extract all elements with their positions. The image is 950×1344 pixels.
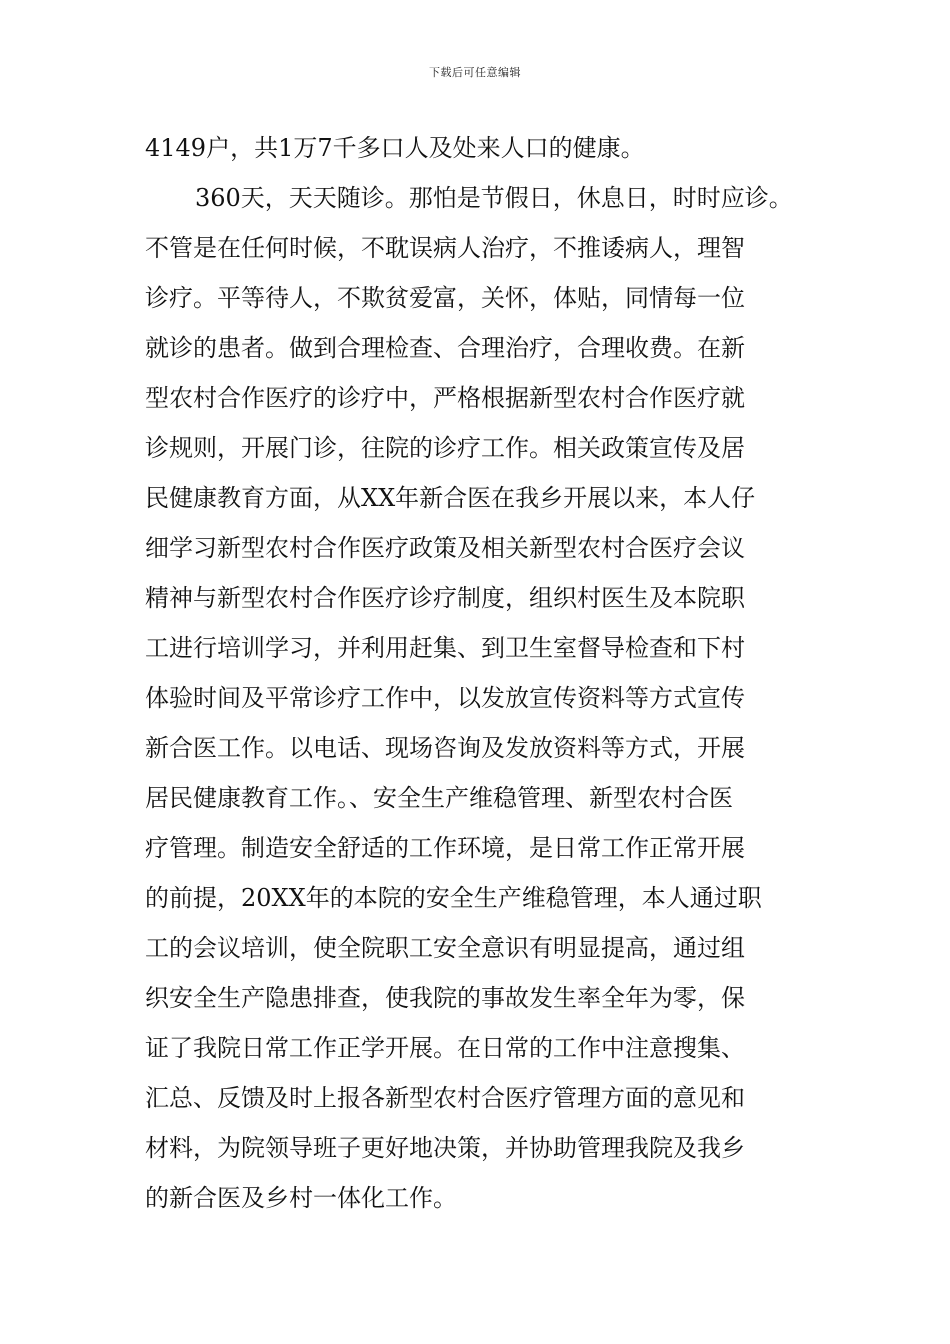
body-line: 汇总、反馈及时上报各新型农村合医疗管理方面的意见和 <box>145 1084 745 1112</box>
body-line: 新合医工作。以电话、现场咨询及发放资料等方式，开展 <box>145 734 745 762</box>
body-line: 诊疗。平等待人，不欺贫爱富，关怀，体贴，同情每一位 <box>145 284 745 312</box>
page-header: 下载后可任意编辑 <box>429 66 521 79</box>
body-line: 的新合医及乡村一体化工作。 <box>145 1184 457 1212</box>
body-line: 疗管理。制造安全舒适的工作环境，是日常工作正常开展 <box>145 834 745 862</box>
body-line: 的前提，20XX年的本院的安全生产维稳管理，本人通过职 <box>145 884 762 912</box>
body-line: 居民健康教育工作。、安全生产维稳管理、新型农村合医 <box>145 784 733 812</box>
body-line: 诊规则，开展门诊，往院的诊疗工作。相关政策宣传及居 <box>145 434 745 462</box>
body-line: 证了我院日常工作正学开展。在日常的工作中注意搜集、 <box>145 1034 745 1062</box>
body-line: 体验时间及平常诊疗工作中，以发放宣传资料等方式宣传 <box>145 684 745 712</box>
body-line: 材料，为院领导班子更好地决策，并协助管理我院及我乡 <box>145 1134 745 1162</box>
body-line: 360天，天天随诊。那怕是节假日，休息日，时时应诊。 <box>195 184 793 212</box>
body-line: 织安全生产隐患排查，使我院的事故发生率全年为零，保 <box>145 984 745 1012</box>
body-line: 细学习新型农村合作医疗政策及相关新型农村合医疗会议 <box>145 534 745 562</box>
body-line: 型农村合作医疗的诊疗中，严格根据新型农村合作医疗就 <box>145 384 745 412</box>
body-line: 就诊的患者。做到合理检查、合理治疗，合理收费。在新 <box>145 334 745 362</box>
body-line: 精神与新型农村合作医疗诊疗制度，组织村医生及本院职 <box>145 584 745 612</box>
body-line: 工进行培训学习，并利用赶集、到卫生室督导检查和下村 <box>145 634 745 662</box>
body-line: 4149户，共1万7千多口人及处来人口的健康。 <box>145 134 645 162</box>
body-line: 民健康教育方面，从XX年新合医在我乡开展以来，本人仔 <box>145 484 756 512</box>
body-line: 不管是在任何时候，不耽误病人治疗，不推诿病人，理智 <box>145 234 745 262</box>
body-line: 工的会议培训，使全院职工安全意识有明显提高，通过组 <box>145 934 745 962</box>
